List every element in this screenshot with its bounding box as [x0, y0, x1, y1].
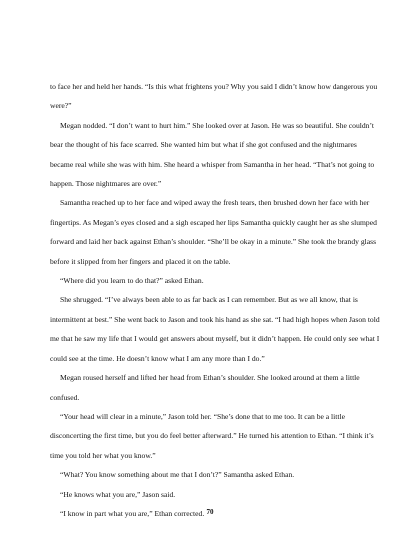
text-body	[50, 77, 380, 523]
paragraph: Megan roused herself and lifted her head from Ethan’s shoulder. She looked around at them a little confused.	[50, 373, 360, 402]
paragraph: to face her and held her hands. “Is this what frightens you? Why you said I didn’t know how dangerous you were?”	[50, 82, 378, 111]
paragraph: “Your head will clear in a minute,” Jason told her. “She’s done that to me too. It can be a little disconcerting the first time, but you do feel better afterward.” He turned his attention to Ethan. “I think it’s time you told her what you know.”	[50, 411, 374, 460]
paragraph: Samantha reached up to her face and wiped away the fresh tears, then brushed down her face with her fingertips. As Megan’s eyes closed and a sigh escaped her lips Samantha quickly caught her as she slumped forward and laid her back against Ethan’s shoulder. “She’ll be okay in a minute.” She took the brandy glass before it slipped from her fingers and placed it on the table.	[50, 198, 377, 266]
paragraph: “I know in part what you are,” Ethan corrected.	[60, 508, 205, 518]
paragraph: “He knows what you are,” Jason said.	[60, 489, 176, 499]
paragraph: Megan nodded. “I don’t want to hurt him.” She looked over at Jason. He was so beautiful. She couldn’t bear the thought of his face scarred. She wanted him but what if she got confused and the nightmares became real while she was with him. She heard a whisper from Samantha in her head. “That’s not going to happen. Those nightmares are over.”	[50, 120, 375, 189]
paragraph: “Where did you learn to do that?” asked Ethan.	[60, 276, 204, 286]
page-number: 70	[206, 508, 214, 516]
paragraph: “What? You know something about me that I don’t?” Samantha asked Ethan.	[60, 470, 295, 480]
paragraph: She shrugged. “I’ve always been able to as far back as I can remember. But as we all know, that is intermittent at best.” She went back to Jason and took his hand as she sat. “I had high hopes when Jason told me that he saw my life that I would get answers about myself, but it didn’t happen. He could only see what I could see at the time. He doesn’t know what I am any more than I do.”	[50, 295, 380, 363]
